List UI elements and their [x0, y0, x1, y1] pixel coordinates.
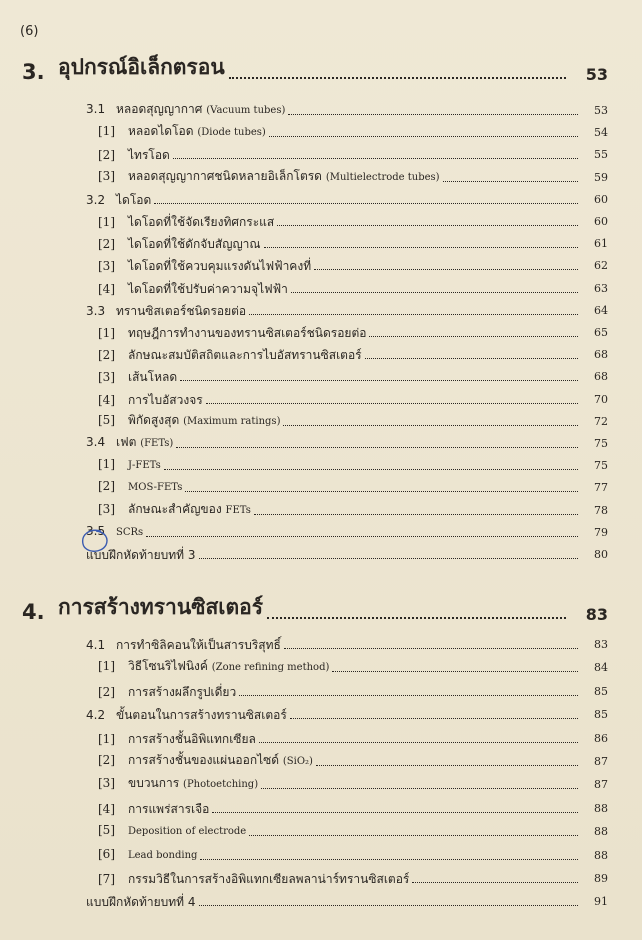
- entry-label: [86, 548, 196, 562]
- toc-entry[interactable]: [86, 887, 608, 909]
- entry-text: หลอดสุญญากาศ: [116, 102, 203, 116]
- entry-text: ไดโอดที่ใช้ควบคุมแรงดันไฟฟ้าคงที่: [128, 259, 312, 274]
- entry-label: [98, 124, 266, 140]
- entry-label: [98, 413, 280, 429]
- entry-number: [3]: [98, 776, 115, 791]
- leader-dots: [199, 905, 578, 906]
- leader-dots: [239, 695, 578, 696]
- toc-entry[interactable]: [86, 630, 608, 652]
- chapter-title: การสร้างทรานซิสเตอร์: [58, 595, 263, 619]
- entry-text: ไดโอด: [116, 192, 152, 207]
- entry-label: [86, 193, 151, 207]
- toc-subentry[interactable]: [98, 118, 608, 140]
- toc-subentry[interactable]: [98, 163, 608, 185]
- entry-label: [98, 169, 440, 185]
- chapter-number: 3.: [22, 60, 45, 84]
- entry-number: [5]: [98, 412, 115, 427]
- entry-text: ไดโอดที่ใช้ปรับค่าความจุไฟฟ้า: [128, 281, 288, 296]
- entry-text: วิธีโซนริไฟนิงค์: [128, 659, 208, 674]
- entry-label: [98, 370, 177, 384]
- entry-label: [98, 659, 329, 675]
- entry-number: [4]: [98, 801, 115, 816]
- entry-page: 79: [594, 525, 608, 539]
- entry-text: การสร้างผลึกรูปเดี่ยว: [128, 684, 237, 699]
- toc-subentry[interactable]: [98, 385, 608, 407]
- entry-number: [6]: [98, 846, 115, 861]
- toc-subentry[interactable]: [98, 407, 608, 429]
- entry-page: 55: [594, 148, 608, 162]
- entry-number: [1]: [98, 659, 115, 674]
- entry-number: [4]: [98, 392, 115, 407]
- toc-subentry[interactable]: [98, 251, 608, 273]
- entry-label: [86, 304, 246, 318]
- chapter-heading[interactable]: [22, 592, 608, 624]
- entry-text: การไบอัสวงจร: [128, 392, 203, 407]
- entry-page: 63: [594, 281, 608, 295]
- chapter-heading[interactable]: [22, 52, 608, 84]
- entry-page: 53: [594, 104, 608, 117]
- entry-number: [1]: [98, 731, 115, 746]
- entry-page: 88: [594, 825, 608, 839]
- leader-dots: [176, 447, 578, 448]
- leader-dots: [267, 617, 566, 619]
- entry-english: J-FETs: [128, 460, 161, 472]
- entry-page: 61: [594, 237, 608, 251]
- entry-text: ไดโอดที่ใช้จัดเรียงทิศกระแส: [128, 215, 275, 229]
- entry-page: 60: [594, 192, 608, 206]
- entry-english: (Maximum ratings): [183, 415, 281, 427]
- entry-label: [86, 102, 285, 118]
- entry-text: หลอดไดโอด: [128, 124, 194, 139]
- toc-entry[interactable]: [86, 540, 608, 562]
- entry-label: [98, 326, 366, 340]
- entry-page: 88: [594, 848, 608, 862]
- entry-english: MOS-FETs: [128, 482, 183, 494]
- entry-label: [98, 215, 274, 229]
- leader-dots: [443, 181, 578, 182]
- toc-entry[interactable]: [86, 429, 608, 451]
- leader-dots: [264, 247, 578, 248]
- toc-subentry[interactable]: [98, 653, 608, 675]
- entry-text: ทรานซิสเตอร์ชนิดรอยต่อ: [116, 303, 247, 318]
- entry-label: [98, 732, 256, 746]
- entry-number: [2]: [98, 237, 115, 252]
- entry-english: Deposition of electrode: [128, 826, 247, 838]
- leader-dots: [164, 469, 578, 470]
- entry-text: เส้นโหลด: [128, 370, 178, 385]
- entry-label: [98, 847, 197, 863]
- entry-page: 77: [594, 481, 608, 495]
- entry-english: (SiO₂): [282, 756, 313, 767]
- entry-number: [2]: [98, 684, 115, 699]
- leader-dots: [249, 314, 578, 315]
- toc-subentry[interactable]: [98, 724, 608, 746]
- entry-number: 3.1: [86, 102, 106, 116]
- entry-page: 88: [594, 801, 608, 815]
- entry-number: 3.2: [86, 192, 106, 207]
- entry-label: [86, 435, 173, 451]
- toc-subentry[interactable]: [98, 841, 608, 863]
- toc-subentry[interactable]: [98, 318, 608, 340]
- entry-label: [98, 148, 170, 162]
- leader-dots: [288, 114, 578, 115]
- entry-text: ลักษณะสมบัติสถิตและการไบอัสทรานซิสเตอร์: [128, 348, 362, 363]
- entry-page: 78: [594, 503, 608, 517]
- leader-dots: [146, 536, 578, 537]
- entry-page: 75: [594, 459, 608, 473]
- leader-dots: [316, 765, 578, 766]
- entry-page: 84: [594, 661, 608, 675]
- entry-number: [2]: [98, 753, 115, 767]
- toc-subentry[interactable]: [98, 794, 608, 816]
- toc-subentry[interactable]: [98, 864, 608, 886]
- entry-number: [1]: [98, 326, 115, 340]
- leader-dots: [180, 380, 578, 381]
- entry-page: 72: [594, 414, 608, 428]
- toc-entry[interactable]: [86, 96, 608, 118]
- entry-text: ไดโอดที่ใช้ดักจับสัญญาณ: [128, 237, 261, 252]
- entry-page: 59: [594, 170, 608, 184]
- entry-label: [98, 753, 313, 769]
- entry-label: [98, 457, 161, 473]
- entry-label: [98, 237, 261, 251]
- entry-label: [98, 685, 236, 699]
- entry-label: [98, 479, 182, 495]
- entry-number: [3]: [98, 259, 115, 274]
- leader-dots: [314, 269, 578, 270]
- entry-english: (Diode tubes): [197, 127, 266, 139]
- leader-dots: [369, 336, 578, 337]
- leader-dots: [206, 403, 578, 404]
- leader-dots: [332, 671, 578, 672]
- entry-number: 4.2: [86, 708, 106, 723]
- entry-text: การสร้างชั้นอิพิแทกเซียล: [128, 731, 256, 746]
- entry-label: [98, 282, 288, 296]
- entry-number: [1]: [98, 124, 115, 139]
- toc-subentry[interactable]: [98, 340, 608, 362]
- entry-label: [86, 524, 143, 540]
- leader-dots: [283, 425, 578, 426]
- leader-dots: [365, 358, 578, 359]
- entry-number: [3]: [98, 501, 115, 516]
- entry-label: [98, 393, 203, 407]
- toc-subentry[interactable]: [98, 473, 608, 495]
- entry-text: การทำซิลิคอนให้เป็นสารบริสุทธิ์: [116, 638, 281, 652]
- entry-label: [98, 502, 251, 518]
- toc-subentry[interactable]: [98, 207, 608, 229]
- entry-english: FETs: [225, 504, 251, 516]
- entry-text: พิกัดสูงสุด: [128, 412, 180, 427]
- entry-text: ขั้นตอนในการสร้างทรานซิสเตอร์: [116, 708, 287, 723]
- entry-page: 80: [594, 548, 608, 561]
- leader-dots: [229, 77, 566, 79]
- toc-subentry[interactable]: [98, 140, 608, 162]
- entry-number: [1]: [98, 215, 115, 229]
- entry-number: [1]: [98, 457, 115, 472]
- entry-text: หลอดสุญญากาศชนิดหลายอิเล็กโตรด: [128, 168, 322, 183]
- entry-page: 85: [594, 684, 608, 698]
- entry-text: ขบวนการ: [128, 776, 180, 791]
- entry-number: [2]: [98, 348, 115, 363]
- entry-page: 83: [594, 638, 608, 651]
- entry-text: แบบฝึกหัดท้ายบทที่ 4: [86, 895, 196, 910]
- entry-text: ไทรโอด: [128, 148, 170, 163]
- entry-page: 70: [594, 392, 608, 406]
- entry-page: 60: [594, 215, 608, 228]
- entry-label: [86, 895, 196, 909]
- leader-dots: [412, 882, 578, 883]
- entry-page: 64: [594, 303, 608, 317]
- chapter-number: 4.: [22, 600, 45, 624]
- entry-page: 68: [594, 370, 608, 384]
- chapter-page: 83: [585, 605, 608, 624]
- leader-dots: [154, 203, 578, 204]
- entry-label: [98, 872, 409, 886]
- entry-number: 3.3: [86, 303, 106, 318]
- leader-dots: [199, 558, 578, 559]
- entry-label: [98, 802, 209, 816]
- toc-subentry[interactable]: [98, 770, 608, 792]
- entry-number: [2]: [98, 479, 115, 494]
- toc-entry[interactable]: [86, 518, 608, 540]
- toc-subentry[interactable]: [98, 677, 608, 699]
- leader-dots: [249, 835, 578, 836]
- toc-entry[interactable]: [86, 700, 608, 722]
- entry-english: (FETs): [140, 438, 174, 449]
- page-number: (6): [20, 24, 39, 39]
- entry-page: 62: [594, 259, 608, 273]
- leader-dots: [173, 158, 578, 159]
- toc-subentry[interactable]: [98, 451, 608, 473]
- entry-label: [98, 259, 311, 273]
- leader-dots: [261, 788, 578, 789]
- leader-dots: [290, 718, 578, 719]
- leader-dots: [259, 742, 578, 743]
- entry-number: 3.5: [86, 523, 106, 538]
- entry-page: 91: [594, 895, 608, 909]
- entry-number: [3]: [98, 370, 115, 385]
- entry-page: 54: [594, 126, 608, 140]
- toc-subentry[interactable]: [98, 229, 608, 251]
- entry-page: 87: [594, 778, 608, 792]
- entry-text: ลักษณะสำคัญของ: [128, 501, 222, 516]
- toc-entry[interactable]: [86, 296, 608, 318]
- entry-number: 3.4: [86, 435, 106, 449]
- entry-text: แบบฝึกหัดท้ายบทที่ 3: [86, 548, 196, 562]
- entry-number: [7]: [98, 872, 115, 886]
- entry-number: 4.1: [86, 638, 106, 652]
- toc-subentry[interactable]: [98, 747, 608, 769]
- leader-dots: [291, 292, 578, 293]
- leader-dots: [200, 859, 578, 860]
- chapter-page: 53: [585, 65, 608, 84]
- entry-page: 85: [594, 708, 608, 722]
- entry-number: [5]: [98, 823, 115, 838]
- entry-label: [86, 708, 287, 722]
- toc-subentry[interactable]: [98, 362, 608, 384]
- entry-label: [86, 638, 281, 652]
- toc-subentry[interactable]: [98, 496, 608, 518]
- entry-label: [98, 776, 258, 792]
- entry-text: การแพร่สารเจือ: [128, 801, 210, 816]
- entry-text: ทฤษฎีการทำงานของทรานซิสเตอร์ชนิดรอยต่อ: [128, 326, 367, 340]
- leader-dots: [269, 136, 578, 137]
- toc-subentry[interactable]: [98, 817, 608, 839]
- chapter-title: อุปกรณ์อิเล็กตรอน: [58, 55, 225, 79]
- entry-number: [3]: [98, 168, 115, 183]
- entry-page: 68: [594, 348, 608, 362]
- leader-dots: [284, 648, 578, 649]
- entry-text: กรรมวิธีในการสร้างอิพิแทกเซียลพลาน่าร์ทรานซิสเตอร์: [128, 872, 410, 886]
- leader-dots: [277, 225, 578, 226]
- entry-page: 87: [594, 755, 608, 768]
- entry-page: 86: [594, 731, 608, 745]
- toc-subentry[interactable]: [98, 274, 608, 296]
- entry-label: [98, 823, 246, 839]
- entry-english: Lead bonding: [128, 849, 198, 861]
- leader-dots: [212, 812, 578, 813]
- entry-page: 65: [594, 326, 608, 339]
- entry-text: เฟต: [116, 435, 137, 449]
- entry-page: 89: [594, 872, 608, 885]
- entry-label: [98, 348, 362, 362]
- toc-entry[interactable]: [86, 185, 608, 207]
- entry-text: การสร้างชั้นของแผ่นออกไซด์: [128, 753, 280, 767]
- entry-english: (Multielectrode tubes): [325, 171, 440, 183]
- entry-english: SCRs: [116, 526, 144, 538]
- entry-english: (Vacuum tubes): [206, 105, 286, 116]
- entry-number: [4]: [98, 281, 115, 296]
- leader-dots: [254, 514, 578, 515]
- entry-number: [2]: [98, 148, 115, 163]
- entry-english: (Zone refining method): [211, 662, 330, 674]
- entry-page: 75: [594, 437, 608, 450]
- leader-dots: [185, 491, 578, 492]
- entry-english: (Photoetching): [183, 779, 259, 791]
